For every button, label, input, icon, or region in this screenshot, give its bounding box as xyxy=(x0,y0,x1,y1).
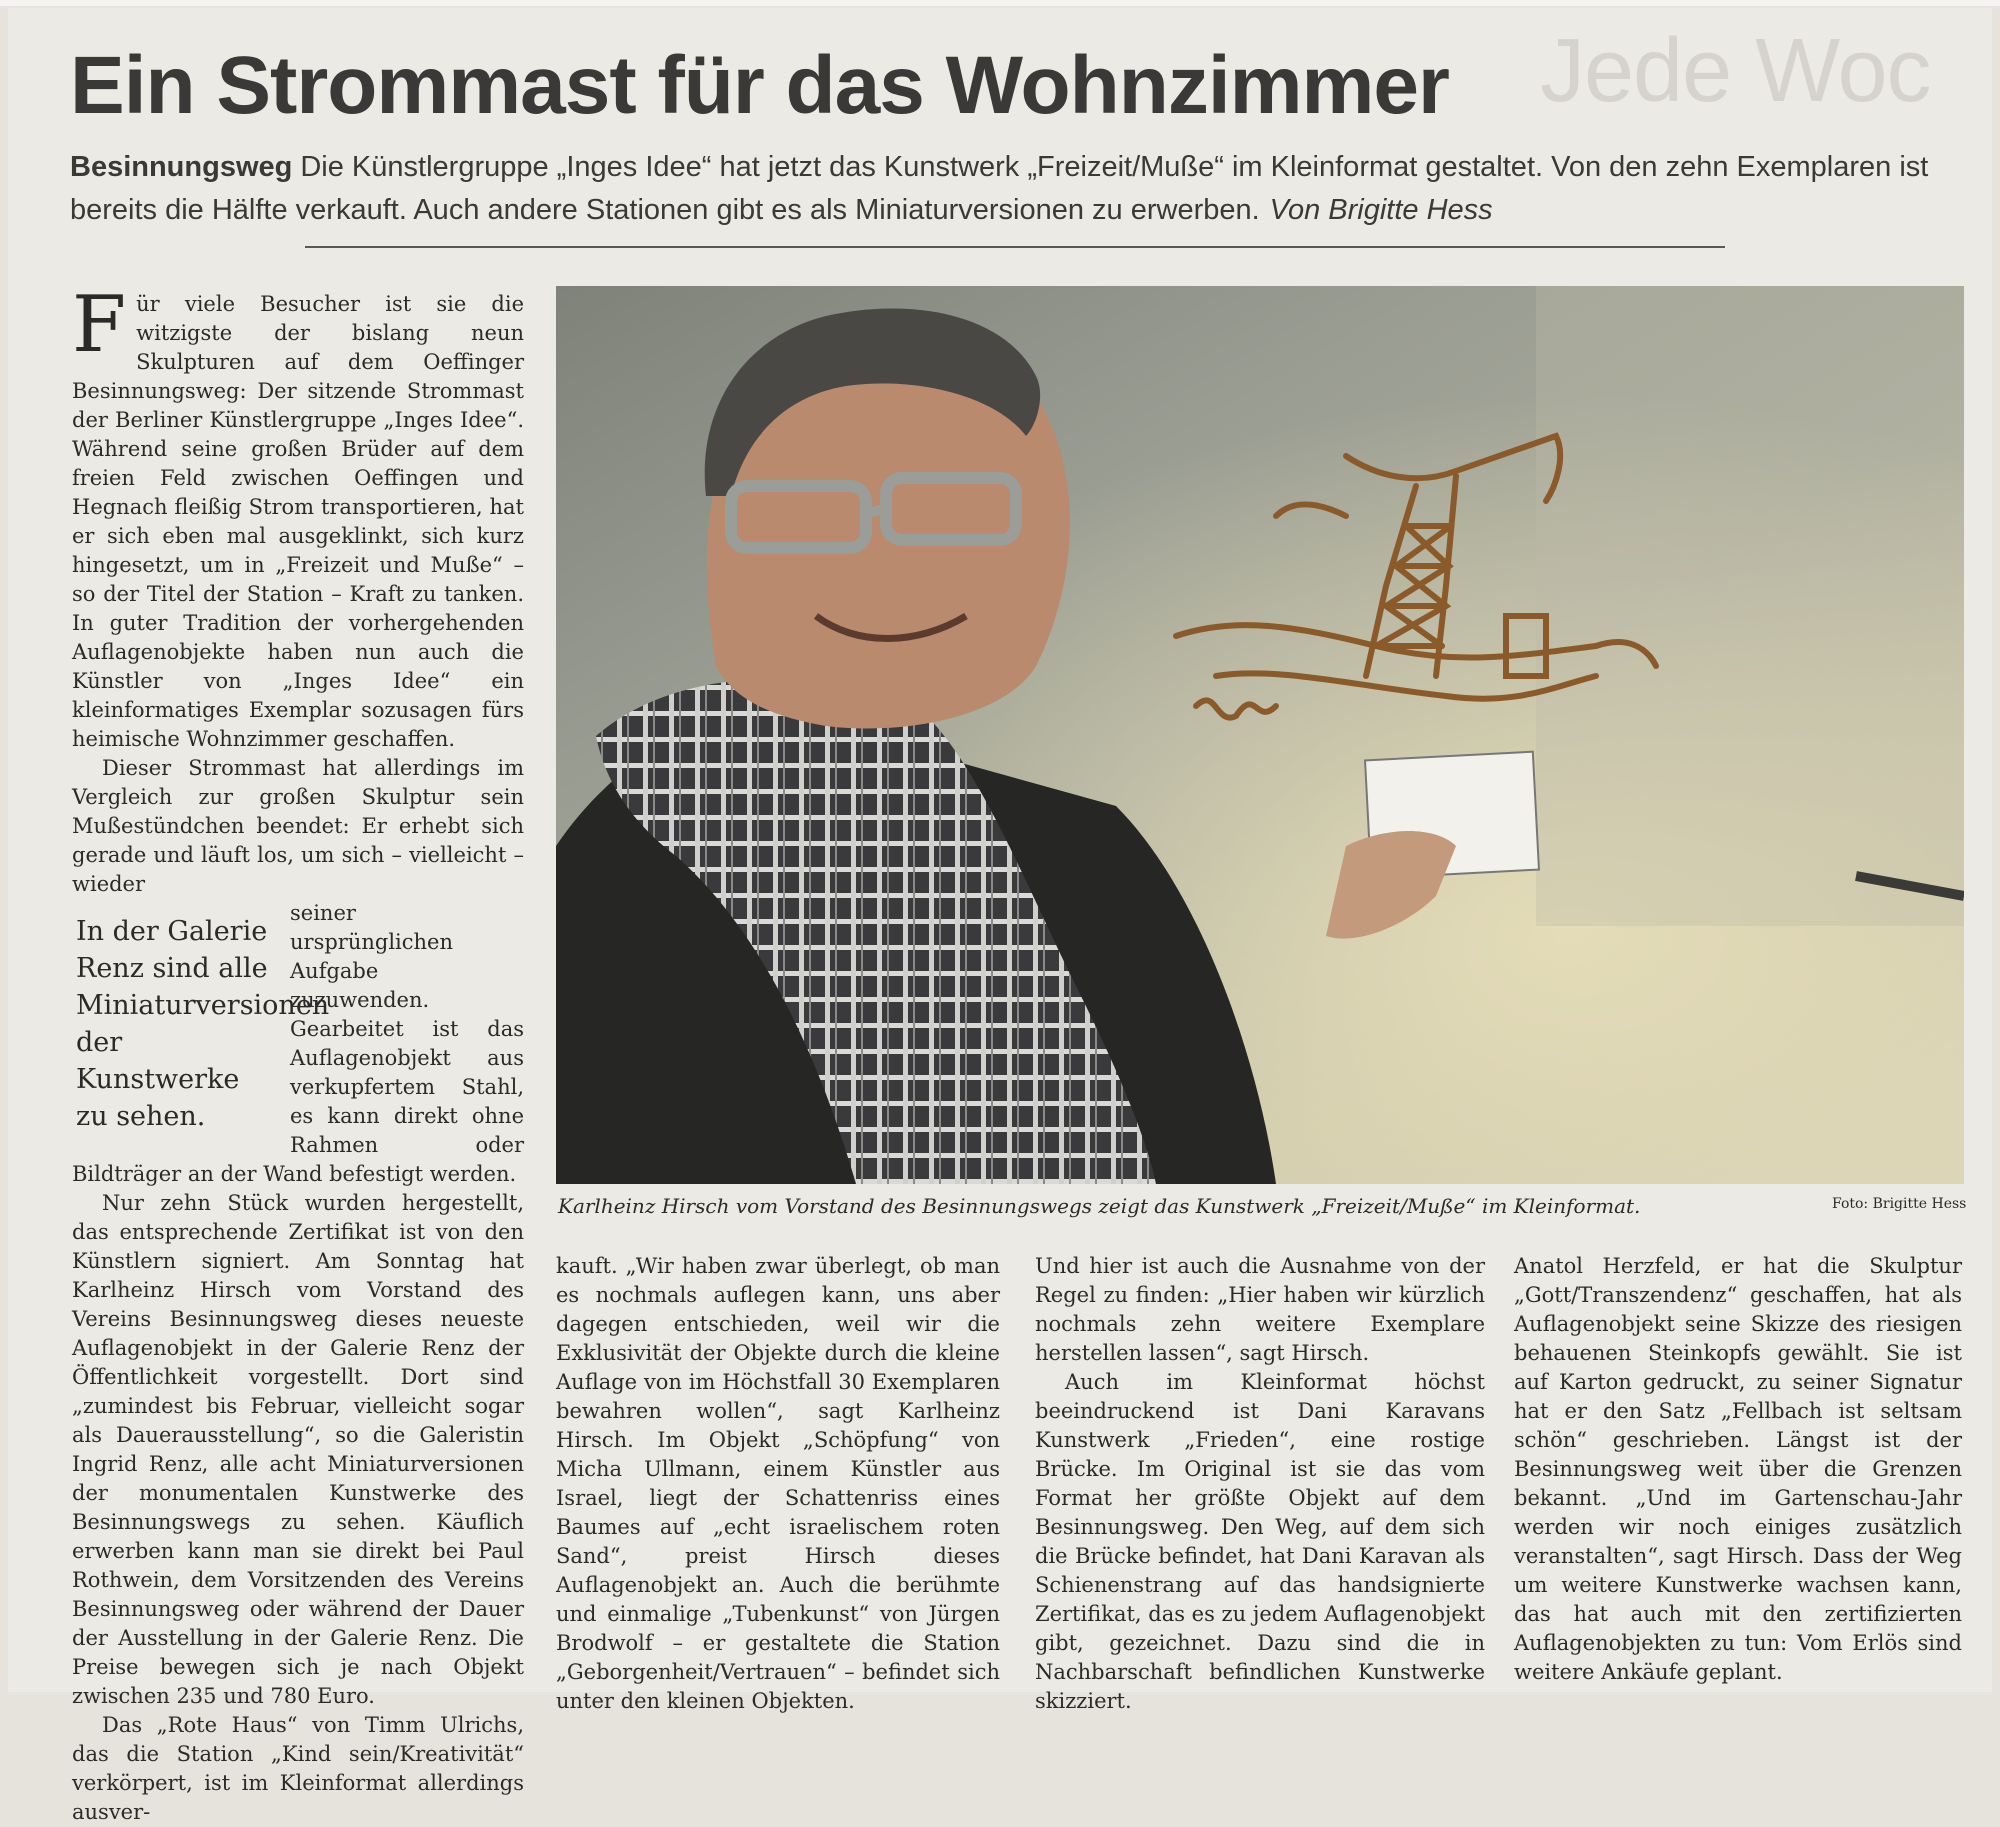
article-paragraph: Und hier ist auch die Ausnahme von der Regel zu finden: „Hier haben wir kürzlich nochmals zehn weitere Exemplare herstellen lassen“, sagt Hirsch. xyxy=(1035,1254,1485,1365)
article-paragraph xyxy=(72,280,524,754)
article-column-4 xyxy=(1514,1252,1962,1687)
paragraph-text: ür viele Besucher ist sie die witzigste der bislang neun Skulpturen auf dem Oeffinger Besinnungsweg: Der sitzende Strommast der Berliner Künstlergruppe „Inges Idee“. Während seine großen Brüder auf dem freien Feld zwischen Oeffingen und Hegnach fleißig Strom transportieren, hat er sich eben mal ausgeklinkt, sich kurz hingesetzt, um in „Freizeit und Muße“ – so der Titel der Station – Kraft zu tanken. In guter Tradition der vorhergehenden Auflagenobjekte haben nun auch die Künstler von „Inges Idee“ ein kleinformatiges Exemplar sozusagen fürs heimische Wohnzimmer geschaffen. xyxy=(72,292,524,751)
article-column-2 xyxy=(556,1252,1000,1716)
pull-quote: In der Galerie Renz sind alle Miniaturversionen der Kunstwerke zu sehen. xyxy=(76,916,330,1132)
photo-illustration xyxy=(556,286,1964,1184)
deck-text: Die Künstlergruppe „Inges Idee“ hat jetzt das Kunstwerk „Freizeit/Muße“ im Kleinformat gestaltet. Von den zehn Exemplaren ist bereits die Hälfte verkauft. Auch andere Stationen gibt es als Miniaturversionen zu erwerben. xyxy=(70,151,1929,226)
article-paragraph: kauft. „Wir haben zwar überlegt, ob man es nochmals auflegen kann, uns aber dagegen entschieden, weil wir die Exklusivität der Objekte durch die kleine Auflage von im Höchstfall 30 Exemplaren bewahren wollen“, sagt Karlheinz Hirsch. Im Objekt „Schöpfung“ von Micha Ullmann, einem Künstler aus Israel, liegt der Schattenriss eines Baumes auf „echt israelischem roten Sand“, preist Hirsch dieses Auflagenobjekt an. Auch die berühmte und einmalige „Tubenkunst“ von Jürgen Brodwolf – er gestaltete die Station „Geborgenheit/Vertrauen“ – befindet sich unter den kleinen Objekten. xyxy=(556,1254,1000,1713)
article-paragraph: Nur zehn Stück wurden hergestellt, das entsprechende Zertifikat ist von den Künstlern signiert. Am Sonntag hat Karlheinz Hirsch vom Vorstand des Vereins Besinnungsweg dieses neueste Auflagenobjekt in der Galerie Renz der Öffentlichkeit vorgestellt. Dort sind „zumindest bis Februar, vielleicht sogar als Dauerausstellung“, so die Galeristin Ingrid Renz, alle acht Miniaturversionen der monumentalen Kunstwerke des Besinnungswegs zu sehen. Käuflich erwerben kann man sie direkt bei Paul Rothwein, dem Vorsitzenden des Vereins Besinnungsweg oder während der Dauer der Ausstellung in der Galerie Renz. Die Preise bewegen sich je nach Objekt zwischen 235 und 780 Euro. xyxy=(72,1191,524,1708)
drop-cap: F xyxy=(72,280,127,370)
article-paragraph xyxy=(72,899,524,1189)
photo-caption: Karlheinz Hirsch vom Vorstand des Besinnungswegs zeigt das Kunstwerk „Freizeit/Muße“ im Kleinformat. xyxy=(558,1194,1641,1218)
article-paragraph: Dieser Strommast hat allerdings im Vergleich zur großen Skulptur sein Mußestündchen beendet: Er erhebt sich gerade und läuft los, um sich – vielleicht – wieder xyxy=(72,756,524,896)
deck-kicker: Besinnungsweg xyxy=(70,151,293,183)
headline: Ein Strommast für das Wohnzimmer xyxy=(70,40,1449,131)
deck xyxy=(70,146,1960,232)
article-paragraph: Anatol Herzfeld, er hat die Skulptur „Gott/Transzendenz“ geschaffen, hat als Auflagenobjekt seine Skizze des riesigen behauenen Steinkopfs gewählt. Sie ist auf Karton gedruckt, zu seiner Signatur hat er den Satz „Fellbach ist seltsam schön“ geschrieben. Längst ist der Besinnungsweg weit über die Grenzen bekannt. „Und im Gartenschau-Jahr werden wir noch einiges zusätzlich veranstalten“, sagt Hirsch. Dass der Weg um weitere Kunstwerke wachsen kann, das hat auch mit den zertifizierten Auflagenobjekten zu tun: Vom Erlös sind weitere Ankäufe geplant. xyxy=(1514,1254,1962,1684)
header-rule xyxy=(305,246,1725,248)
article-column-3 xyxy=(1035,1252,1485,1716)
paragraph-text: seiner ursprünglichen Aufgabe zuzuwenden. Gearbeitet ist das Auflagenobjekt aus verkupfertem Stahl, es kann direkt ohne Rahmen oder Bildträger an der Wand befestigt werden. xyxy=(72,901,524,1186)
article-paragraph: Das „Rote Haus“ von Timm Ulrichs, das die Station „Kind sein/Kreativität“ verkörpert, ist im Kleinformat allerdings ausver- xyxy=(72,1713,524,1824)
article-column-1 xyxy=(72,280,524,1827)
scan-edge xyxy=(0,0,2000,6)
photo-credit: Foto: Brigitte Hess xyxy=(1832,1196,1967,1212)
article-photo xyxy=(556,286,1964,1184)
adjacent-article-ghost-text: Jede Woc xyxy=(1540,21,1931,121)
article-paragraph: Auch im Kleinformat höchst beeindruckend ist Dani Karavans Kunstwerk „Frieden“, eine rostige Brücke. Im Original ist sie das vom Format her größte Objekt auf dem Besinnungsweg. Den Weg, auf dem sich die Brücke befindet, hat Dani Karavan als Schienenstrang auf das handsignierte Zertifikat, das es zu jedem Auflagenobjekt gibt, gezeichnet. Dazu sind die in Nachbarschaft befindlichen Kunstwerke skizziert. xyxy=(1035,1370,1486,1713)
deck-byline: Von Brigitte Hess xyxy=(1269,194,1493,226)
